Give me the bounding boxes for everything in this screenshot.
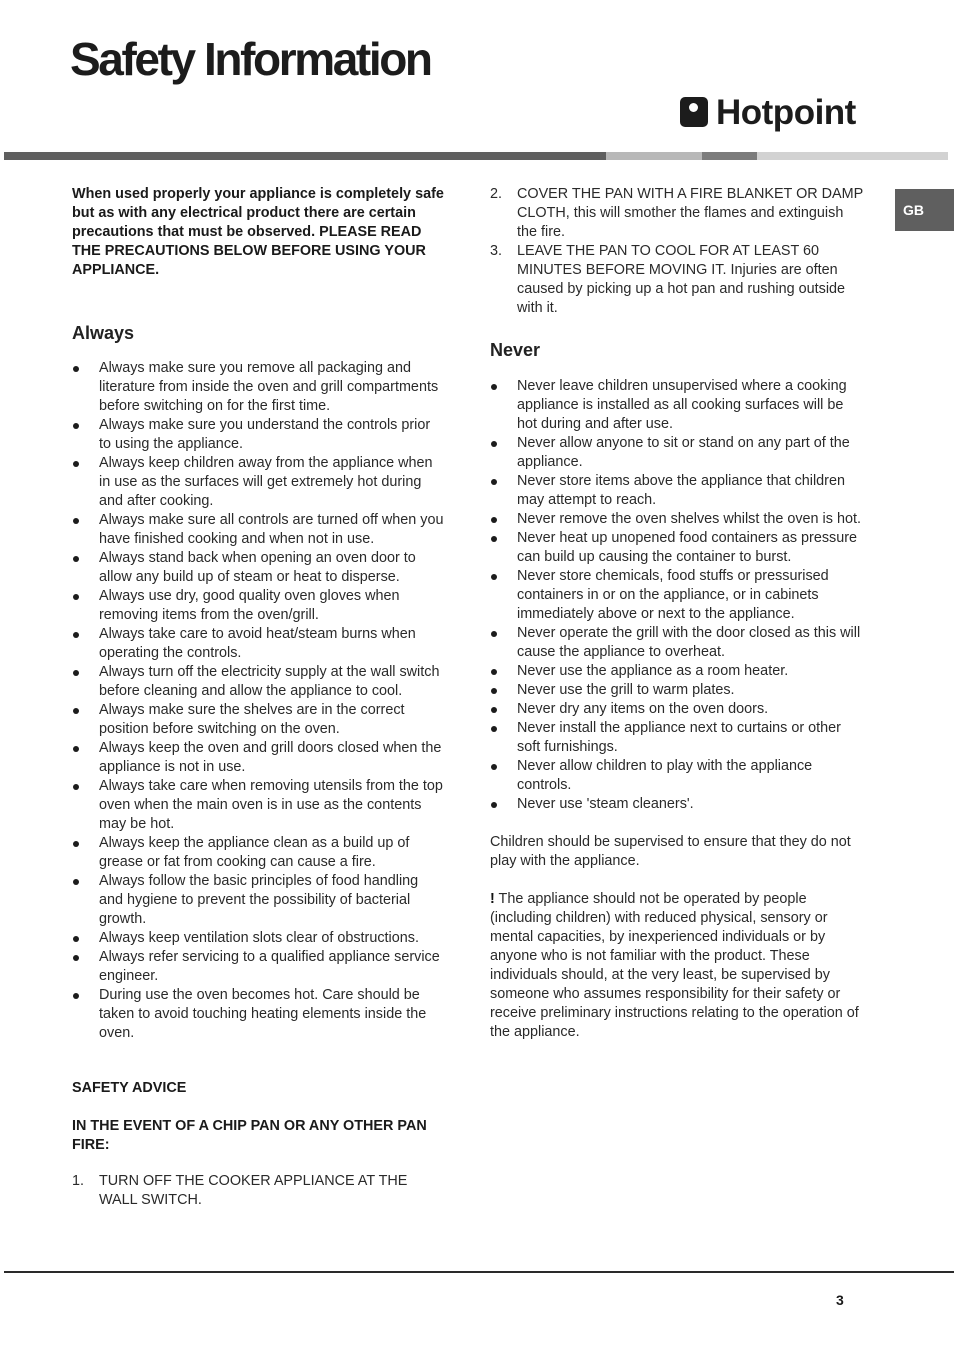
right-column: [490, 185, 864, 1042]
step-item: [490, 185, 864, 242]
list-item: Never use the grill to warm plates.: [490, 681, 864, 700]
never-heading: Never: [490, 340, 541, 360]
list-item: Never operate the grill with the door closed as this will cause the appliance to overheat.: [490, 624, 864, 662]
header-rule-segment: [702, 152, 757, 160]
header-rule-segment: [606, 152, 702, 160]
left-column: [72, 185, 444, 1210]
children-note: Children should be supervised to ensure that they do not play with the appliance.: [490, 834, 851, 869]
list-item: Always use dry, good quality oven gloves when removing items from the oven/grill.: [72, 587, 444, 625]
safety-advice-heading: SAFETY ADVICE: [72, 1080, 187, 1096]
intro-text: When used properly your appliance is completely safe but as with any electrical product there are certain precautions that must be observed. PLEASE READ THE PRECAUTIONS BELOW BEFORE USING YOUR APPLIANCE.: [72, 186, 444, 278]
list-item: Never install the appliance next to curtains or other soft furnishings.: [490, 719, 864, 757]
list-item: Always keep ventilation slots clear of obstructions.: [72, 929, 444, 948]
page-title: Safety Information: [70, 33, 431, 85]
language-tab: GB: [895, 189, 954, 231]
page-number: 3: [836, 1292, 844, 1308]
pan-fire-subheading: IN THE EVENT OF A CHIP PAN OR ANY OTHER PAN FIRE:: [72, 1118, 427, 1153]
capacity-warning: [490, 890, 864, 1042]
list-item: Never leave children unsupervised where a cooking appliance is installed as all cooking surfaces will be hot during and after use.: [490, 377, 864, 434]
header-rule-segment: [4, 152, 606, 160]
list-item: Always follow the basic principles of food handling and hygiene to prevent the possibility of bacterial growth.: [72, 872, 444, 929]
list-item: Always stand back when opening an oven door to allow any build up of steam or heat to disperse.: [72, 549, 444, 587]
list-item: Always turn off the electricity supply at the wall switch before cleaning and allow the appliance to cool.: [72, 663, 444, 701]
list-item: Never dry any items on the oven doors.: [490, 700, 864, 719]
step-item: [490, 242, 864, 318]
list-item: Always make sure you understand the controls prior to using the appliance.: [72, 416, 444, 454]
always-list: [72, 359, 444, 1043]
pan-fire-steps-left: [72, 1172, 444, 1210]
list-item: Never use 'steam cleaners'.: [490, 795, 864, 814]
hotpoint-logo-icon: [680, 97, 708, 127]
list-item: Always keep children away from the appliance when in use as the surfaces will get extremely hot during and after cooking.: [72, 454, 444, 511]
step-number: 3.: [490, 243, 503, 259]
warning-text: The appliance should not be operated by people (including children) with reduced physical, sensory or mental capacities, by inexperienced individuals or by anyone who is not familiar with the product. These individuals should, at the very least, be supervised by someone who assumes responsibility for their safety or receive preliminary instructions relating to the operation of the appliance.: [490, 891, 859, 1040]
list-item: Always make sure the shelves are in the correct position before switching on the oven.: [72, 701, 444, 739]
step-number: 2.: [490, 186, 503, 202]
list-item: Always refer servicing to a qualified appliance service engineer.: [72, 948, 444, 986]
step-text: TURN OFF THE COOKER APPLIANCE AT THE WALL SWITCH.: [99, 1173, 408, 1208]
list-item: Never heat up unopened food containers as pressure can build up causing the container to burst.: [490, 529, 864, 567]
always-heading: Always: [72, 323, 135, 343]
list-item: Always keep the appliance clean as a build up of grease or fat from cooking can cause a fire.: [72, 834, 444, 872]
brand-name: Hotpoint: [716, 92, 856, 132]
list-item: Never remove the oven shelves whilst the oven is hot.: [490, 510, 864, 529]
list-item: During use the oven becomes hot. Care should be taken to avoid touching heating elements inside the oven.: [72, 986, 444, 1043]
warning-icon: !: [490, 891, 495, 907]
list-item: Never store items above the appliance that children may attempt to reach.: [490, 472, 864, 510]
never-list: [490, 377, 864, 814]
step-number: 1.: [72, 1173, 85, 1189]
list-item: Always make sure you remove all packaging and literature from inside the oven and grill compartments before switching on for the first time.: [72, 359, 444, 416]
list-item: Never allow children to play with the appliance controls.: [490, 757, 864, 795]
list-item: Never store chemicals, food stuffs or pressurised containers in or on the appliance, or in cabinets immediately above or next to the appliance.: [490, 567, 864, 624]
step-text: COVER THE PAN WITH A FIRE BLANKET OR DAMP CLOTH, this will smother the flames and extinguish the fire.: [517, 186, 863, 240]
pan-fire-steps-right: [490, 185, 864, 318]
brand-logo: [680, 92, 856, 132]
list-item: Always take care to avoid heat/steam burns when operating the controls.: [72, 625, 444, 663]
list-item: Never allow anyone to sit or stand on any part of the appliance.: [490, 434, 864, 472]
list-item: Always make sure all controls are turned off when you have finished cooking and when not in use.: [72, 511, 444, 549]
list-item: Never use the appliance as a room heater.: [490, 662, 864, 681]
footer-rule: [4, 1271, 954, 1273]
list-item: Always keep the oven and grill doors closed when the appliance is not in use.: [72, 739, 444, 777]
step-text: LEAVE THE PAN TO COOL FOR AT LEAST 60 MINUTES BEFORE MOVING IT. Injuries are often caused by picking up a hot pan and rushing outside with it.: [517, 243, 846, 316]
step-item: [72, 1172, 444, 1210]
list-item: Always take care when removing utensils from the top oven when the main oven is in use as the contents may be hot.: [72, 777, 444, 834]
header-rule-segment: [757, 152, 948, 160]
